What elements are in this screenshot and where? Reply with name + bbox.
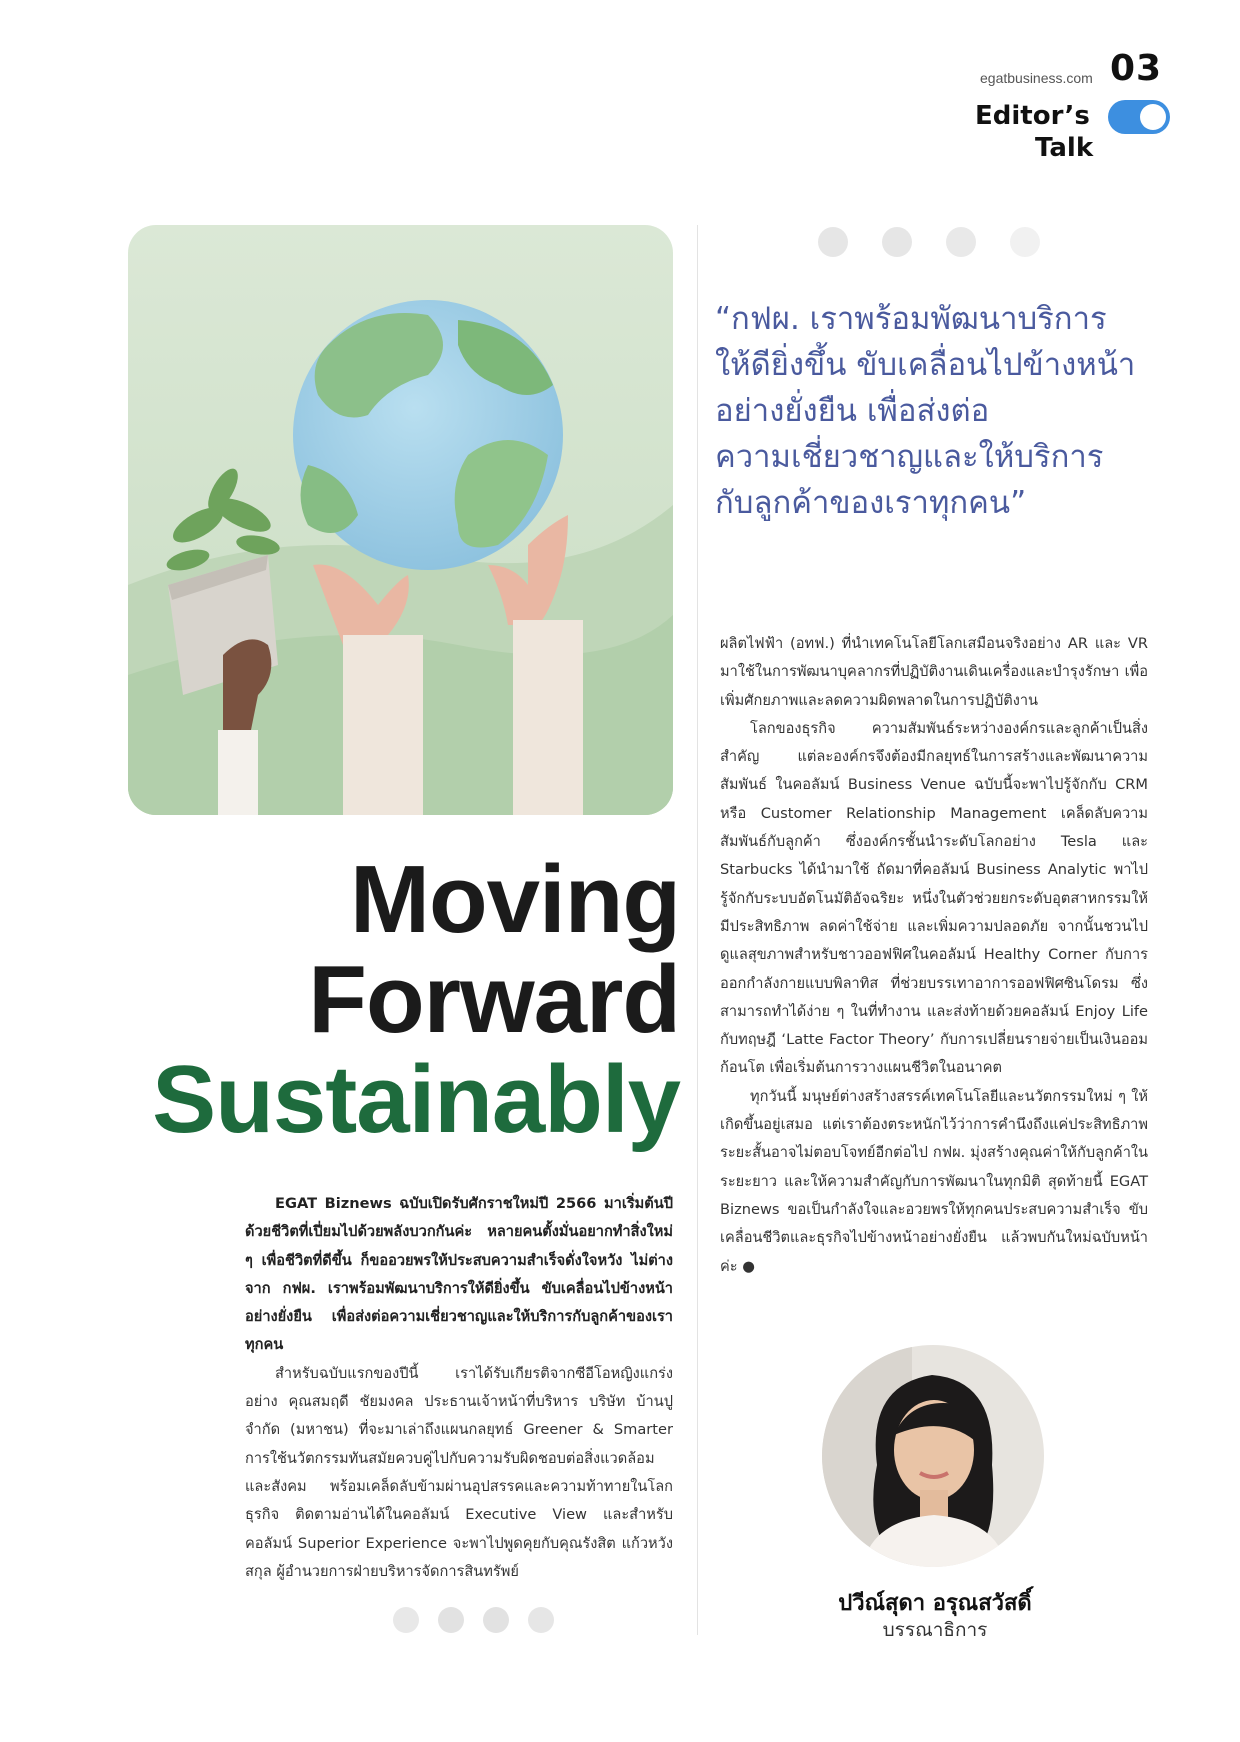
pull-quote-line: ความเชี่ยวชาญและให้บริการ bbox=[715, 439, 1104, 475]
headline-line2: Forward bbox=[308, 946, 680, 1053]
section-title-line2: Talk bbox=[1035, 133, 1094, 163]
editor-role: บรรณาธิการ bbox=[882, 1619, 988, 1641]
page-number: 03 bbox=[1110, 48, 1163, 89]
headline bbox=[90, 846, 680, 1153]
page-dot-6 bbox=[438, 1607, 464, 1633]
lead-paragraph: EGAT Biznews ฉบับเปิดรับศักราชใหม่ปี 2566 มาเริ่มต้นปีด้วยชีวิตที่เปี่ยมไปด้วยพลังบวกกันค่ะ หลายคนตั้งมั่นอยากทำสิ่งใหม่ ๆ เพื่อชีวิตที่ดีขึ้น ก็ขออวยพรให้ประสบความสำเร็จดั่งใจหวัง ไม่ต่างจาก กฟผ. เราพร้อมพัฒนาบริการให้ดียิ่งขึ้น ขับเคลื่อนไปข้างหน้าอย่างยั่งยืน เพื่อส่งต่อความเชี่ยวชาญและให้บริการกับลูกค้าของเราทุกคน bbox=[245, 1195, 673, 1354]
right-column bbox=[720, 630, 1148, 1281]
column-divider bbox=[697, 225, 698, 1635]
left-column bbox=[245, 1190, 673, 1586]
pull-quote-line: อย่างยั่งยืน เพื่อส่งต่อ bbox=[715, 393, 990, 429]
section-title-line1: Editor’s bbox=[975, 101, 1090, 131]
toggle-icon bbox=[1108, 100, 1170, 134]
page-dot-2 bbox=[882, 227, 912, 257]
pull-quote-line: “กฟผ. เราพร้อมพัฒนาบริการ bbox=[715, 301, 1107, 337]
body-paragraph: ผลิตไฟฟ้า (อทฟ.) ที่นำเทคโนโลยีโลกเสมือนจริงอย่าง AR และ VR มาใช้ในการพัฒนาบุคลากรที่ปฏิบัติงานเดินเครื่องและบำรุงรักษา เพื่อเพิ่มศักยภาพและลดความผิดพลาดในการปฏิบัติงาน bbox=[720, 635, 1148, 709]
headline-line3: Sustainably bbox=[152, 1046, 680, 1153]
body-paragraph: ทุกวันนี้ มนุษย์ต่างสร้างสรรค์เทคโนโลยีและนวัตกรรมใหม่ ๆ ให้เกิดขึ้นอยู่เสมอ แต่เราต้องตระหนักไว้ว่าการคำนึงถึงแค่ประสิทธิภาพระยะสั้นอาจไม่ตอบโจทย์อีกต่อไป กฟผ. มุ่งสร้างคุณค่าให้กับลูกค้าในระยะยาว และให้ความสำคัญกับการพัฒนาในทุกมิติ สุดท้ายนี้ EGAT Biznews ขอเป็นกำลังใจและอวยพรให้ทุกคนประสบความสำเร็จ ขับเคลื่อนชีวิตและธุรกิจไปข้างหน้าอย่างยั่งยืน แล้วพบกันใหม่ฉบับหน้าค่ะ ● bbox=[720, 1087, 1148, 1275]
page-dot-1 bbox=[818, 227, 848, 257]
pull-quote-line: ให้ดียิ่งขึ้น ขับเคลื่อนไปข้างหน้า bbox=[715, 347, 1136, 383]
page-dot-4 bbox=[1010, 227, 1040, 257]
editor-name: ปวีณ์สุดา อรุณสวัสดิ์ bbox=[838, 1591, 1032, 1616]
headline-line1: Moving bbox=[350, 846, 680, 953]
page-dot-3 bbox=[946, 227, 976, 257]
page-dot-5 bbox=[393, 1607, 419, 1633]
pull-quote-line: กับลูกค้าของเราทุกคน” bbox=[715, 485, 1027, 521]
hero-illustration bbox=[128, 225, 673, 815]
body-paragraph: สำหรับฉบับแรกของปีนี้ เราได้รับเกียรติจากซีอีโอหญิงแกร่งอย่าง คุณสมฤดี ชัยมงคล ประธานเจ้าหน้าที่บริหาร บริษัท บ้านปู จำกัด (มหาชน) ที่จะมาเล่าถึงแผนกลยุทธ์ Greener & Smarter การใช้นวัตกรรมทันสมัยควบคู่ไปกับความรับผิดชอบต่อสิ่งแวดล้อมและสังคม พร้อมเคล็ดลับข้ามผ่านอุปสรรคและความท้าทายในโลกธุรกิจ ติดตามอ่านได้ในคอลัมน์ Executive View และสำหรับคอลัมน์ Superior Experience จะพาไปพูดคุยกับคุณรังสิต แก้วหวังสกุล ผู้อำนวยการฝ่ายบริหารจัดการสินทรัพย์ bbox=[245, 1364, 673, 1580]
editor-portrait bbox=[822, 1345, 1044, 1567]
page-dot-7 bbox=[483, 1607, 509, 1633]
site-url: egatbusiness.com bbox=[980, 70, 1093, 86]
pull-quote bbox=[715, 296, 1155, 526]
body-paragraph: โลกของธุรกิจ ความสัมพันธ์ระหว่างองค์กรและลูกค้าเป็นสิ่งสำคัญ แต่ละองค์กรจึงต้องมีกลยุทธ์ในการสร้างและพัฒนาความสัมพันธ์ ในคอลัมน์ Business Venue ฉบับนี้จะพาไปรู้จักกับ CRM หรือ Customer Relationship Management เคล็ดลับความสัมพันธ์กับลูกค้า ซึ่งองค์กรชั้นนำระดับโลกอย่าง Tesla และ Starbucks ได้นำมาใช้ ถัดมาที่คอลัมน์ Business Analytic พาไปรู้จักกับระบบอัตโนมัติอัจฉริยะ หนึ่งในตัวช่วยยกระดับอุตสาหกรรมให้มีประสิทธิภาพ ลดค่าใช้จ่าย และเพิ่มความปลอดภัย จากนั้นชวนไปดูแลสุขภาพสำหรับชาวออฟฟิศในคอลัมน์ Healthy Corner กับการออกกำลังกายแบบพิลาทิส ที่ช่วยบรรเทาอาการออฟฟิศซินโดรม ซึ่งสามารถทำได้ง่าย ๆ ในที่ทำงาน และส่งท้ายด้วยคอลัมน์ Enjoy Life กับทฤษฎี ‘Latte Factor Theory’ กับการเปลี่ยนรายจ่ายเป็นเงินออมก้อนโต เพื่อเริ่มต้นการวางแผนชีวิตในอนาคต bbox=[720, 719, 1148, 1077]
page-dot-8 bbox=[528, 1607, 554, 1633]
